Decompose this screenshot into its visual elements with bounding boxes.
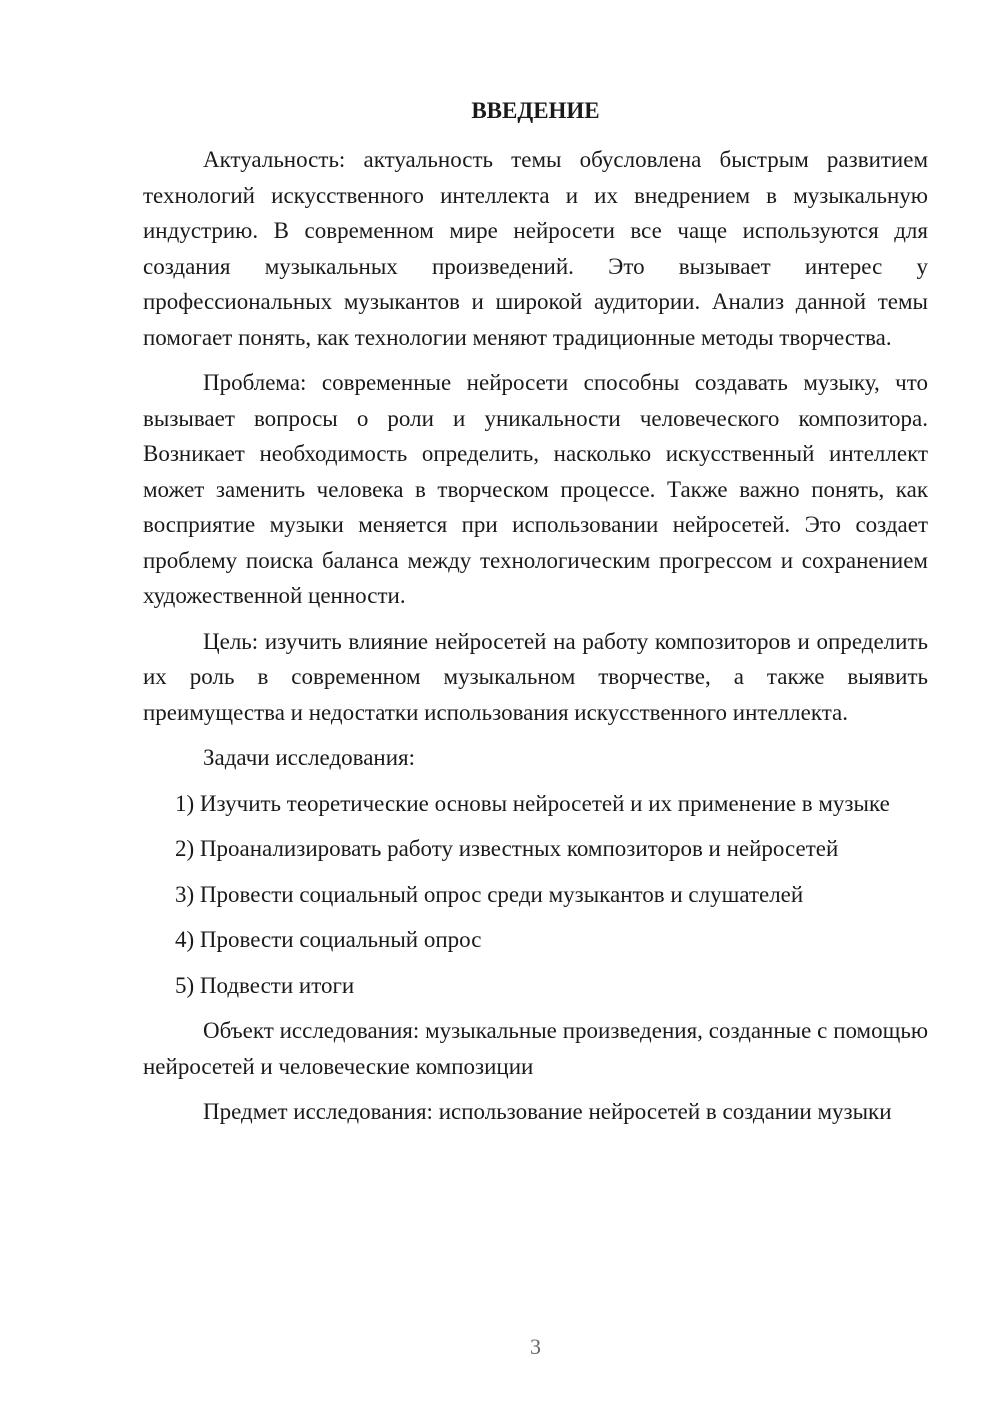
paragraph-tasks-title: Задачи исследования:: [203, 745, 416, 770]
task-item-1: 1) Изучить теоретические основы нейросетей и их применение в музыке: [175, 790, 890, 816]
task-item-2: 2) Проанализировать работу известных композиторов и нейросетей: [175, 836, 839, 861]
paragraph-relevance: Актуальность: актуальность темы обусловлена быстрым развитием технологий искусственного интеллекта и их внедрением в музыкальную индустрию. В современном мире нейросети все чаще используются для создания музыкальных произведений. Это вызывает интерес у профессиональных музыкантов и широкой аудитории. Анализ данной темы помогает понять, как технологии меняют традиционные методы творчества.: [143, 147, 928, 350]
task-item-4: 4) Провести социальный опрос: [175, 927, 482, 952]
page-number: 3: [530, 1334, 541, 1359]
task-item-3: 3) Провести социальный опрос среди музыкантов и слушателей: [175, 881, 804, 907]
task-item-5: 5) Подвести итоги: [175, 972, 355, 998]
document-page: [143, 0, 928, 1414]
paragraph-object: Объект исследования: музыкальные произведения, созданные с помощью нейросетей и человеческие композиции: [143, 1018, 928, 1079]
document-body: [143, 142, 928, 1140]
paragraph-goal: Цель: изучить влияние нейросетей на работу композиторов и определить их роль в современном музыкальном творчестве, а также выявить преимущества и недостатки использования искусственного интеллекта.: [143, 628, 928, 725]
paragraph-problem: Проблема: современные нейросети способны создавать музыку, что вызывает вопросы о роли и уникальности человеческого композитора. Возникает необходимость определить, насколько искусственный интеллект может заменить человека в творческом процессе. Также важно понять, как восприятие музыки меняется при использовании нейросетей. Это создает проблему поиска баланса между технологическим прогрессом и сохранением художественной ценности.: [143, 370, 928, 608]
paragraph-subject: Предмет исследования: использование нейросетей в создании музыки: [203, 1099, 892, 1124]
page-title: ВВЕДЕНИЕ: [471, 98, 600, 123]
